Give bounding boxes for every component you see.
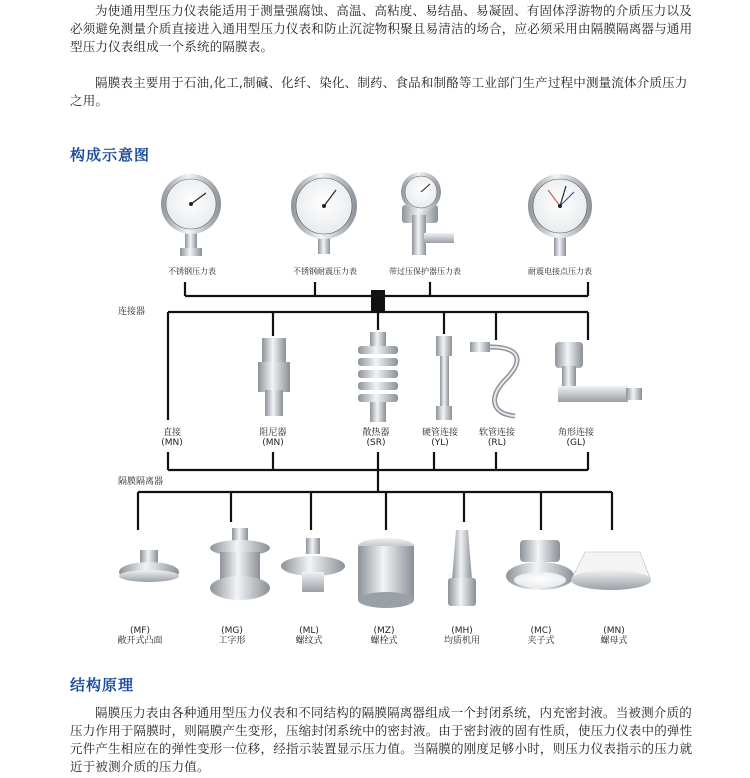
gauge-shockproof-electric-contact — [528, 174, 592, 256]
gauge-overpressure-protector — [401, 172, 454, 255]
gauge-caption: 不锈钢压力表 — [168, 267, 216, 276]
isolator-label: (MN) 螺母式 — [600, 626, 628, 646]
isolator-label: (MH) 均质机用 — [443, 626, 481, 646]
isolator-homogenizer — [448, 530, 476, 606]
connector-radiator — [358, 332, 398, 422]
principle-heading: 结构原理 — [70, 676, 135, 694]
connector-soft-hose — [470, 342, 517, 416]
gauge-caption: 带过压保护器压力表 — [389, 267, 461, 276]
isolator-label: (ML) 螺纹式 — [295, 626, 323, 646]
isolator-clamp — [506, 540, 574, 590]
connector-damper — [258, 338, 290, 416]
connector-label: 直接 (MN) — [161, 428, 183, 448]
isolator-nut — [571, 552, 651, 590]
isolator-group-label: 隔膜隔离器 — [118, 477, 164, 487]
principle-paragraph: 隔膜压力表由各种通用型压力仪表和不同结构的隔膜隔离器组成一个封闭系统，内充密封液。当被测介质的压力作用于隔膜时，则隔膜产生变形，压缩封闭系统中的密封液。由于密封液的固有性质，使压力仪表中的弹性元件产生相应在的弹性变形一位移，经指示装置显示压力值。当隔膜的刚度足够小时，则压力仪表指示的压力就近于被测介质的压力值。 — [70, 705, 693, 774]
isolator-label: (MG) 工字形 — [218, 626, 246, 646]
connector-label: 角形连接 (GL) — [557, 428, 595, 448]
connector-label: 硬管连接 (YL) — [421, 428, 459, 448]
connector-label: 散热器 (SR) — [362, 428, 390, 448]
intro-paragraph-2: 隔膜表主要用于石油,化工,制碱、化纤、染化、制药、食品和制酪等工业部门生产过程中测量流体介质压力之用。 — [70, 75, 688, 108]
connector-angle — [555, 342, 642, 402]
isolator-open-flange — [119, 550, 179, 582]
connector-group-label: 连接器 — [118, 307, 146, 317]
gauge-stainless-shockproof — [291, 173, 357, 254]
connector-label: 软管连接 (RL) — [478, 428, 516, 448]
isolator-threaded — [281, 538, 345, 592]
intro-paragraph-1: 为使通用型压力仪表能适用于测量强腐蚀、高温、高粘度、易结晶、易凝固、有固体浮游物的介质压力以及必须避免测量介质直接进入通用型压力仪表和防止沉淀物积聚且易清洁的场合，应必须采用由隔膜隔离器与通用型压力仪表组成一个系统的隔膜表。 — [70, 3, 693, 54]
connector-label: 阻尼器 (MN) — [259, 428, 287, 448]
diagram-heading: 构成示意图 — [70, 146, 151, 164]
isolator-label: (MZ) 螺栓式 — [370, 626, 398, 646]
isolator-label: (MC) 夹子式 — [527, 626, 555, 646]
isolator-bolted — [358, 538, 414, 608]
isolator-i-shape — [210, 528, 270, 600]
connector-hard-pipe — [436, 336, 452, 420]
gauge-stainless — [161, 174, 221, 256]
gauge-caption: 不锈钢耐震压力表 — [293, 267, 357, 276]
gauge-caption: 耐震电接点压力表 — [528, 267, 592, 276]
isolator-tree-lines — [138, 452, 612, 530]
isolator-label: (MF) 敞开式凸面 — [117, 626, 163, 646]
